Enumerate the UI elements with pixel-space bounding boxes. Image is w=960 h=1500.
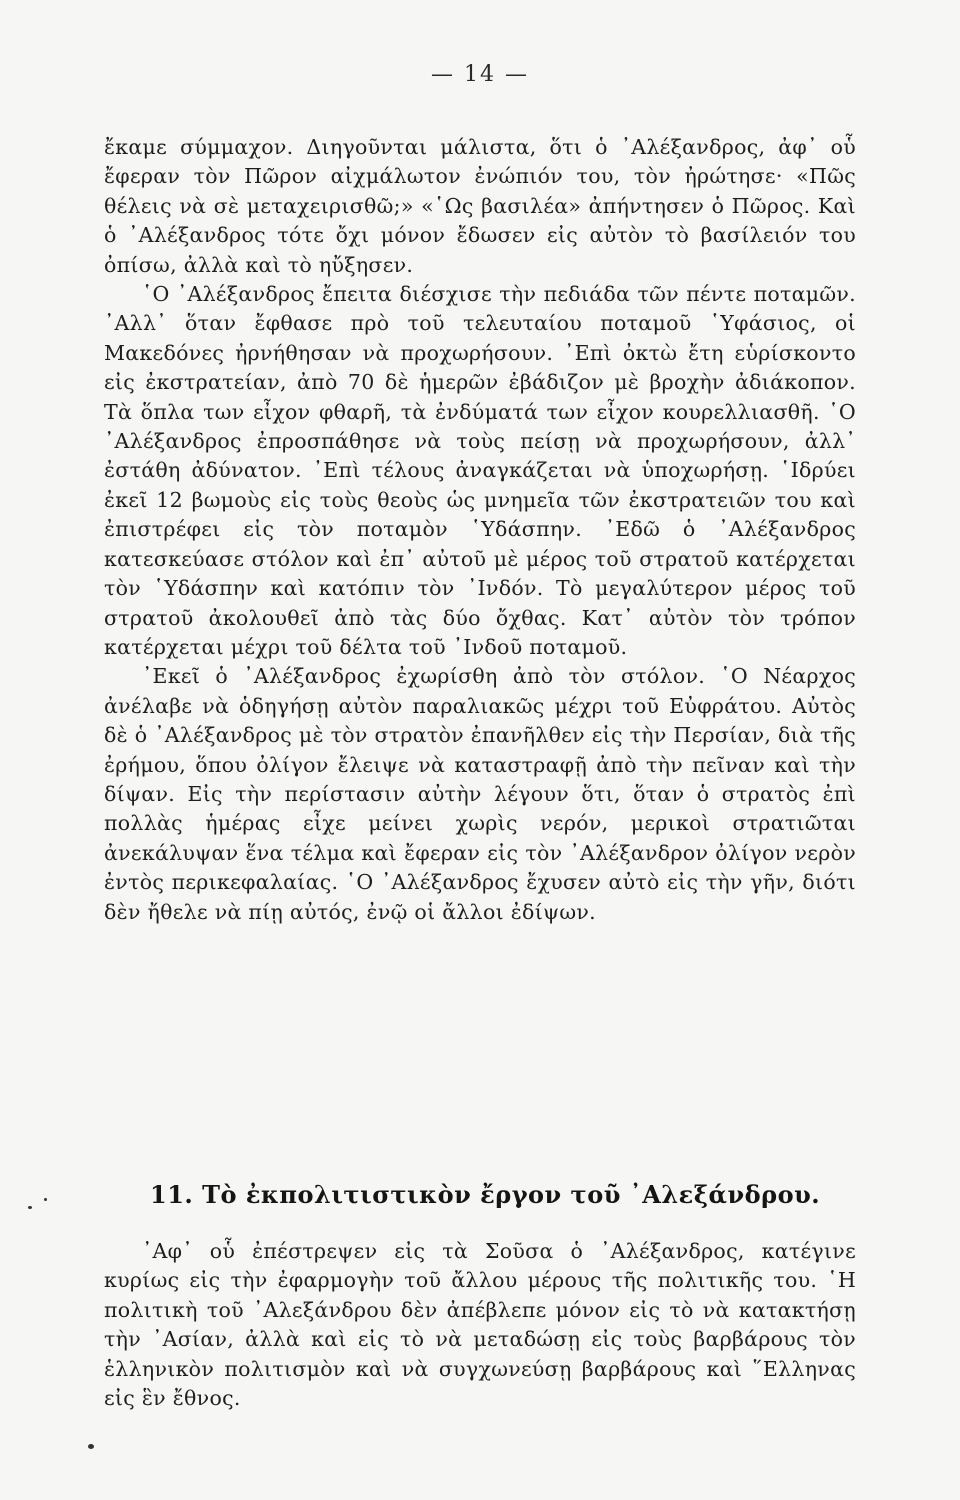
main-text (104, 133, 856, 927)
paragraph: ῾Ο ᾿Αλέξανδρος ἔπειτα διέσχισε τὴν πεδιάδα τῶν πέντε ποταμῶν. ᾿Αλλ᾿ ὅταν ἔφθασε πρὸ τοῦ τελευταίου ποταμοῦ ῾Υφάσιος, οἱ Μακεδόνες ἠρνήθησαν νὰ προχωρήσουν. ᾿Επὶ ὀκτὼ ἔτη εὑρίσκοντο εἰς ἐκστρατείαν, ἀπὸ 70 δὲ ἡμερῶν ἐβάδιζον μὲ βροχὴν ἀδιάκοπον. Τὰ ὅπλα των εἶχον φθαρῆ, τὰ ἐνδύματά των εἶχον κουρελλιασθῆ. ῾Ο ᾿Αλέξανδρος ἐπροσπάθησε νὰ τοὺς πείσῃ νὰ προχωρήσουν, ἀλλ᾿ ἐστάθη ἀδύνατον. ᾿Επὶ τέλους ἀναγκάζεται νὰ ὑποχωρήσῃ. ῾Ιδρύει ἐκεῖ 12 βωμοὺς εἰς τοὺς θεοὺς ὡς μνημεῖα τῶν ἐκστρατειῶν του καὶ ἐπιστρέφει εἰς τὸν ποταμὸν ῾Υδάσπην. ᾿Εδῶ ὁ ᾿Αλέξανδρος κατεσκεύασε στόλον καὶ ἐπ᾿ αὐτοῦ μὲ μέρος τοῦ στρατοῦ κατέρχεται τὸν ῾Υδάσπην καὶ κατόπιν τὸν ᾿Ινδόν. Τὸ μεγαλύτερον μέρος τοῦ στρατοῦ ἀκολουθεῖ ἀπὸ τὰς δύο ὄχθας. Κατ᾿ αὐτὸν τὸν τρόπον κατέρχεται μέχρι τοῦ δέλτα τοῦ ᾿Ινδοῦ ποταμοῦ. (104, 282, 856, 659)
section-heading: 11. Τὸ ἐκπολιτιστικὸν ἔργον τοῦ ᾿Αλεξάνδρου. (150, 1180, 821, 1209)
section-text (104, 1237, 856, 1413)
page-number: — 14 — (431, 62, 529, 87)
scan-speck (28, 1206, 32, 1209)
paragraph: ᾿Εκεῖ ὁ ᾿Αλέξανδρος ἐχωρίσθη ἀπὸ τὸν στόλον. ῾Ο Νέαρχος ἀνέλαβε νὰ ὁδηγήσῃ αὐτὸν παραλιακῶς μέχρι τοῦ Εὐφράτου. Αὐτὸς δὲ ὁ ᾿Αλέξανδρος μὲ τὸν στρατὸν ἐπανῆλθεν εἰς τὴν Περσίαν, διὰ τῆς ἐρήμου, ὅπου ὀλίγον ἔλειψε νὰ καταστραφῇ ἀπὸ τὴν πεῖναν καὶ τὴν δίψαν. Εἰς τὴν περίστασιν αὐτὴν λέγουν ὅτι, ὅταν ὁ στρατὸς ἐπὶ πολλὰς ἡμέρας εἶχε μείνει χωρὶς νερόν, μερικοὶ στρατιῶται ἀνεκάλυψαν ἕνα τέλμα καὶ ἔφεραν εἰς τὸν ᾿Αλέξανδρον ὀλίγον νερὸν ἐντὸς περικεφαλαίας. ῾Ο ᾿Αλέξανδρος ἔχυσεν αὐτὸ εἰς τὴν γῆν, διότι δὲν ἤθελε νὰ πίῃ αὐτός, ἐνῷ οἱ ἄλλοι ἐδίψων. (104, 664, 856, 924)
scan-speck (44, 1198, 47, 1201)
scan-speck (88, 1444, 94, 1449)
paragraph: ᾿Αφ᾿ οὗ ἐπέστρεψεν εἰς τὰ Σοῦσα ὁ ᾿Αλέξανδρος, κατέγινε κυρίως εἰς τὴν ἐφαρμογὴν τοῦ ἄλλου μέρους τῆς πολιτικῆς του. ῾Η πολιτικὴ τοῦ ᾿Αλεξάνδρου δὲν ἀπέβλεπε μόνον εἰς τὸ νὰ κατακτήσῃ τὴν ᾿Ασίαν, ἀλλὰ καὶ εἰς τὸ νὰ μεταδώσῃ εἰς τοὺς βαρβάρους τὸν ἑλληνικὸν πολιτισμὸν καὶ νὰ συγχωνεύσῃ βαρβάρους καὶ ῞Ελληνας εἰς ἓν ἔθνος. (104, 1239, 856, 1411)
paragraph: ἔκαμε σύμμαχον. Διηγοῦνται μάλιστα, ὅτι ὁ ᾿Αλέξανδρος, ἀφ᾿ οὗ ἔφεραν τὸν Πῶρον αἰχμάλωτον ἐνώπιόν του, τὸν ἠρώτησε· «Πῶς θέλεις νὰ σὲ μεταχειρισθῶ;» «῾Ως βασιλέα» ἀπήντησεν ὁ Πῶρος. Καὶ ὁ ᾿Αλέξανδρος τότε ὄχι μόνον ἔδωσεν εἰς αὐτὸν τὸ βασίλειόν του ὀπίσω, ἀλλὰ καὶ τὸ ηὔξησεν. (104, 135, 856, 277)
